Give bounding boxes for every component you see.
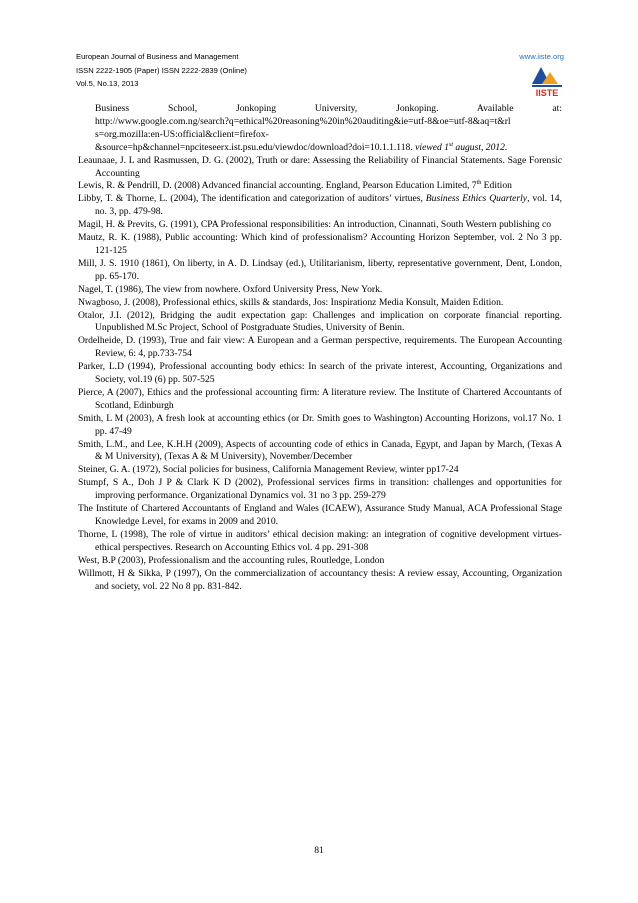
reference-text: Edition <box>481 180 512 192</box>
journal-title: European Journal of Business and Management <box>76 52 239 61</box>
reference-entry: Smith, L.M., and Lee, K.H.H (2009), Aspects of accounting code of ethics in Canada, Egypt, and Japan by March, (Texas A & M University), (Texas A & M University), November/December <box>78 438 562 463</box>
logo-bar <box>532 85 562 87</box>
reference-entry: Otalor, J.I. (2012), Bridging the audit expectation gap: Challenges and implication on corporate financial reporting. Unpublished M.Sc Project, School of Postgraduate Studies, University of Benin. <box>78 309 562 334</box>
page-header <box>76 50 564 100</box>
viewed-date: viewed 1st august, 2012. <box>412 141 508 153</box>
reference-entry: West, B.P (2003), Professionalism and the accounting rules, Routledge, London <box>78 554 385 566</box>
reference-continuation <box>78 103 562 155</box>
reference-entry: Leaunaae, J. L and Rasmussen, D. G. (2002), Truth or dare: Assessing the Reliability of Financial Statements. Sage Forensic Accounting <box>78 154 562 179</box>
reference-entry: Pierce, A (2007), Ethics and the professional accounting firm: A literature review. The Institute of Chartered Accountants of Scotland, Edinburgh <box>78 386 562 411</box>
reference-entry <box>78 180 562 193</box>
reference-text: Lewis, R. & Pendrill, D. (2008) Advanced financial accounting. England, Pearson Education Limited, 7 <box>78 180 477 192</box>
reference-entry: Ordelheide, D. (1993), True and fair view: A European and a German perspective, requirements. The European Accounting Review, 6: 4, pp.733-754 <box>78 335 562 360</box>
reference-entry: Magil, H. & Previts, G. (1991), CPA Professional responsibilities: An introduction, Cinannati, South Western publishing co <box>78 219 552 231</box>
reference-entry: Nwagboso, J. (2008), Professional ethics, skills & standards, Jos: Inspirationz Media Konsult, Maiden Edition. <box>78 296 504 308</box>
reference-entry: Nagel, T. (1986), The view from nowhere. Oxford University Press, New York. <box>78 283 383 295</box>
reference-entry: Steiner, G. A. (1972), Social policies for business, California Management Review, winter pp17-24 <box>78 464 459 476</box>
journal-issn: ISSN 2222-1905 (Paper) ISSN 2222-2839 (Online) <box>76 65 247 75</box>
reference-text: , vol. 14, no. 3, pp. 479-98. <box>95 193 562 218</box>
reference-text: Libby, T. & Thorne, L. (2004), The identification and categorization of auditors’ virtues, <box>78 193 426 205</box>
reference-entry: Stumpf, S A., Doh J P & Clark K D (2002), Professional services firms in transition: challenges and opportunities for improving performance. Organizational Dynamics vol. 31 no 3 pp. 259-279 <box>78 477 562 502</box>
logo-text: IISTE <box>535 88 559 98</box>
reference-superscript: th <box>476 180 482 187</box>
reference-list <box>78 103 562 593</box>
reference-entry: Mautz, R. K. (1988), Public accounting: Which kind of professionalism? Accounting Horizon September, vol. 2 No 3 pp. 121-125 <box>78 232 562 256</box>
iiste-logo <box>530 64 564 98</box>
reference-entry: The Institute of Chartered Accountants of England and Wales (ICAEW), Assurance Study Manual, ACA Professional Stage Knowledge Level, for exams in 2009 and 2010. <box>78 503 562 527</box>
reference-entry: Willmott, H & Sikka, P (1997), On the commercialization of accountancy thesis: A review essay, Accounting, Organization and society, vol. 22 No 8 pp. 831-842. <box>78 567 562 592</box>
reference-entry: Smith, L M (2003), A fresh look at accounting ethics (or Dr. Smith goes to Washington) Accounting Horizons, vol.17 No. 1 pp. 47-49 <box>78 412 562 437</box>
journal-url-link[interactable]: www.iiste.org <box>519 52 564 61</box>
reference-entry: Mill, J. S. 1910 (1861), On liberty, in A. D. Lindsay (ed.), Utilitarianism, liberty, representative government, Dent, London, pp. 65-170. <box>78 257 562 282</box>
continuation-line: Business School, Jonkoping University, Jonkoping. Available at: <box>95 103 562 114</box>
reference-entry: Parker, L.D (1994), Professional accounting body ethics: In search of the private interest, Accounting, Organizations and Society, vol.19 (6) pp. 507-525 <box>78 361 562 386</box>
reference-entry <box>78 193 562 219</box>
continuation-url: s=org.mozilla:en-US:official&client=firefox- <box>95 128 269 140</box>
reference-entry: Thorne, L (1998), The role of virtue in auditors’ ethical decision making: an integration of cognitive development virtues-ethical perspectives. Research on Accounting Ethics vol. 4 pp. 291-308 <box>78 528 562 553</box>
continuation-url: &source=hp&channel=npciteseerx.ist.psu.edu/viewdoc/download?doi=10.1.1.118. <box>95 141 413 153</box>
journal-volume: Vol.5, No.13, 2013 <box>76 79 139 88</box>
continuation-url: http://www.google.com.ng/search?q=ethical%20reasoning%20in%20auditing&ie=utf-8&oe=utf-8&aq=t&rl <box>95 115 511 127</box>
reference-journal: Business Ethics Quarterly <box>425 193 528 205</box>
page-number: 81 <box>314 845 324 856</box>
